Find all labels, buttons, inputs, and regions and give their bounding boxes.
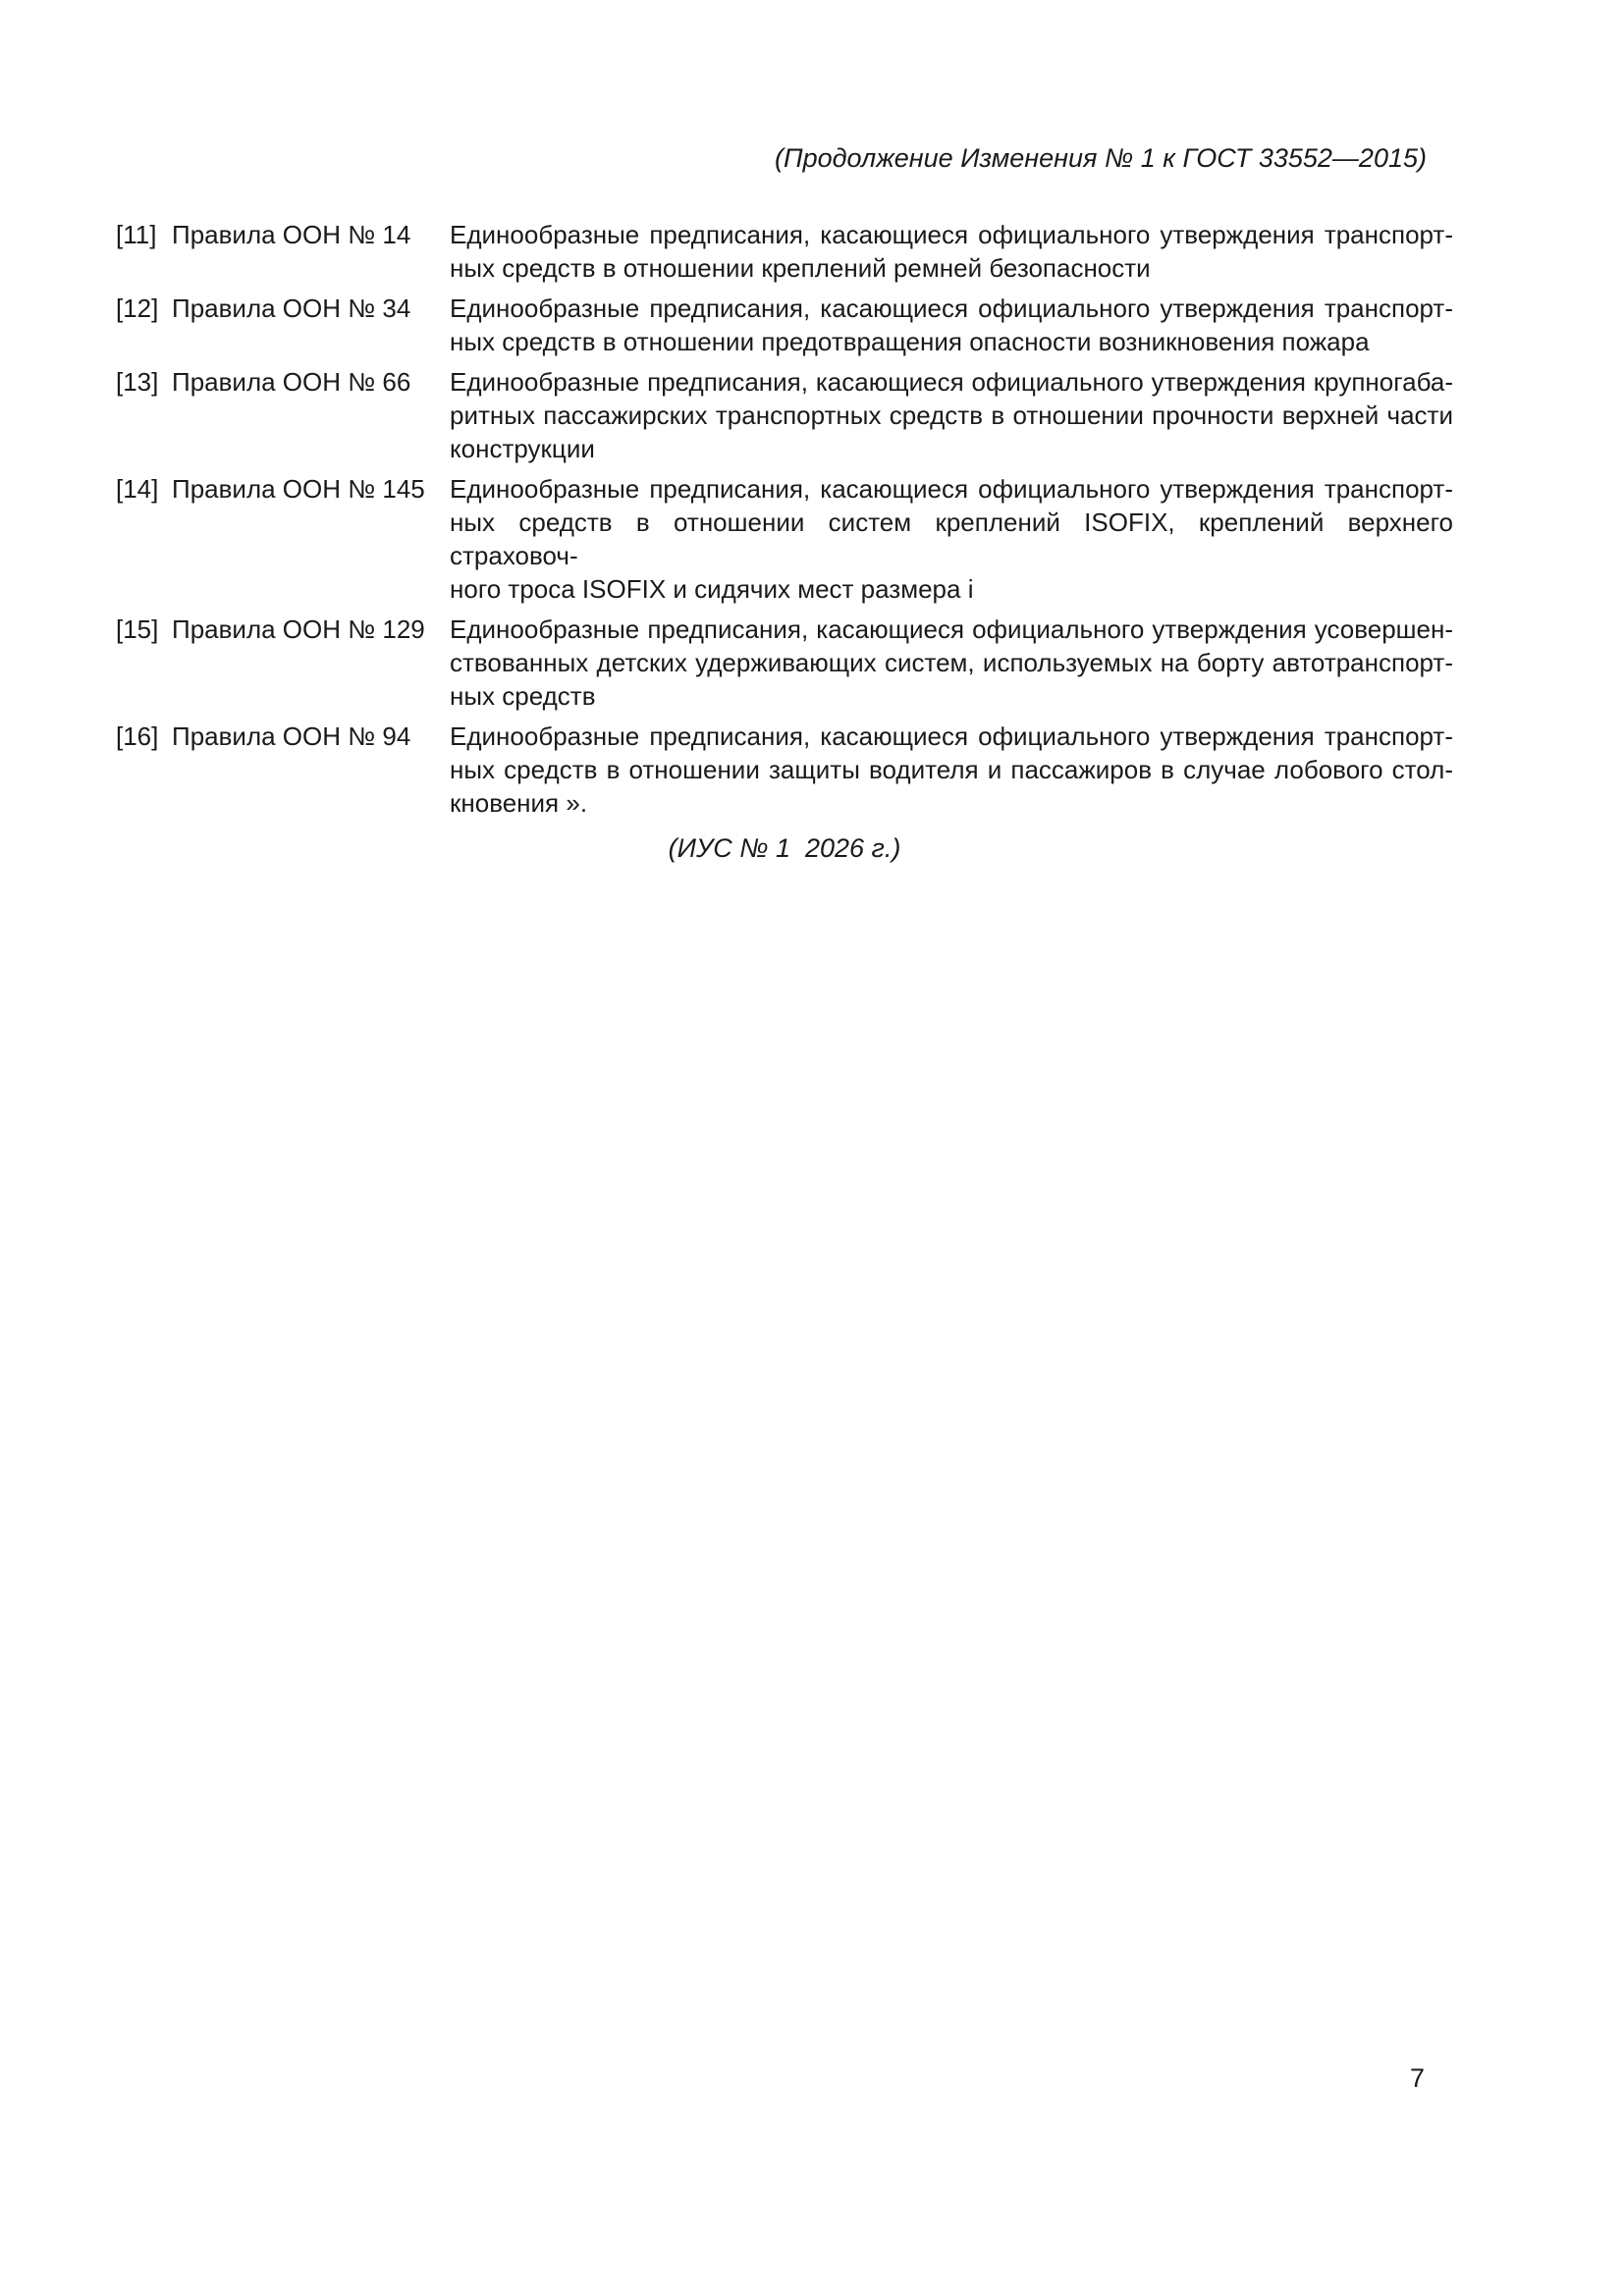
description-line: ствованных детских удерживающих систем, используемых на борту автотранспорт-	[450, 648, 1453, 677]
references-list	[116, 218, 1453, 820]
reference-row	[116, 218, 1453, 285]
description-line: ных средств в отношении систем креплений ISOFIX, креплений верхнего страховоч-	[450, 507, 1453, 570]
reference-number: [14]	[116, 474, 159, 504]
rule-description	[450, 292, 1453, 358]
reference-row	[116, 613, 1453, 713]
description-line: ных средств в отношении предотвращения опасности возникновения пожара	[450, 327, 1370, 356]
description-line: ного троса ISOFIX и сидячих мест размера i	[450, 574, 974, 604]
page-number: 7	[1410, 2063, 1426, 2093]
reference-number: [13]	[116, 367, 159, 397]
description-line: конструкции	[450, 434, 595, 463]
description-line: ритных пассажирских транспортных средств в отношении прочности верхней части	[450, 400, 1453, 430]
description-line: Единообразные предписания, касающиеся официального утверждения усовершен-	[450, 614, 1453, 644]
description-line: Единообразные предписания, касающиеся официального утверждения транспорт-	[450, 474, 1453, 504]
reference-number: [16]	[116, 721, 159, 751]
description-line: ных средств в отношении защиты водителя и пассажиров в случае лобового стол-	[450, 755, 1453, 784]
reference-number: [12]	[116, 294, 159, 323]
rule-label: Правила ООН № 94	[172, 721, 411, 751]
reference-number: [11]	[116, 220, 157, 249]
rule-label: Правила ООН № 66	[172, 367, 411, 397]
issue-note: (ИУС № 1 2026 г.)	[668, 833, 901, 863]
description-line: Единообразные предписания, касающиеся официального утверждения транспорт-	[450, 220, 1453, 249]
description-line: Единообразные предписания, касающиеся официального утверждения крупногаба-	[450, 367, 1453, 397]
rule-description	[450, 218, 1453, 285]
reference-number: [15]	[116, 614, 159, 644]
rule-description	[450, 720, 1453, 820]
reference-row	[116, 472, 1453, 606]
description-line: ных средств	[450, 681, 596, 711]
rule-label: Правила ООН № 34	[172, 294, 411, 323]
reference-row	[116, 292, 1453, 358]
description-line: кновения ».	[450, 788, 588, 818]
rule-description	[450, 472, 1453, 606]
references-section	[116, 218, 1453, 865]
rule-label: Правила ООН № 129	[172, 614, 425, 644]
reference-row	[116, 365, 1453, 465]
rule-label: Правила ООН № 14	[172, 220, 411, 249]
rule-description	[450, 365, 1453, 465]
rule-description	[450, 613, 1453, 713]
reference-row	[116, 720, 1453, 820]
rule-label: Правила ООН № 145	[172, 474, 425, 504]
description-line: Единообразные предписания, касающиеся официального утверждения транспорт-	[450, 721, 1453, 751]
description-line: Единообразные предписания, касающиеся официального утверждения транспорт-	[450, 294, 1453, 323]
running-header: (Продолжение Изменения № 1 к ГОСТ 33552—2015)	[775, 143, 1427, 173]
description-line: ных средств в отношении креплений ремней безопасности	[450, 253, 1151, 283]
